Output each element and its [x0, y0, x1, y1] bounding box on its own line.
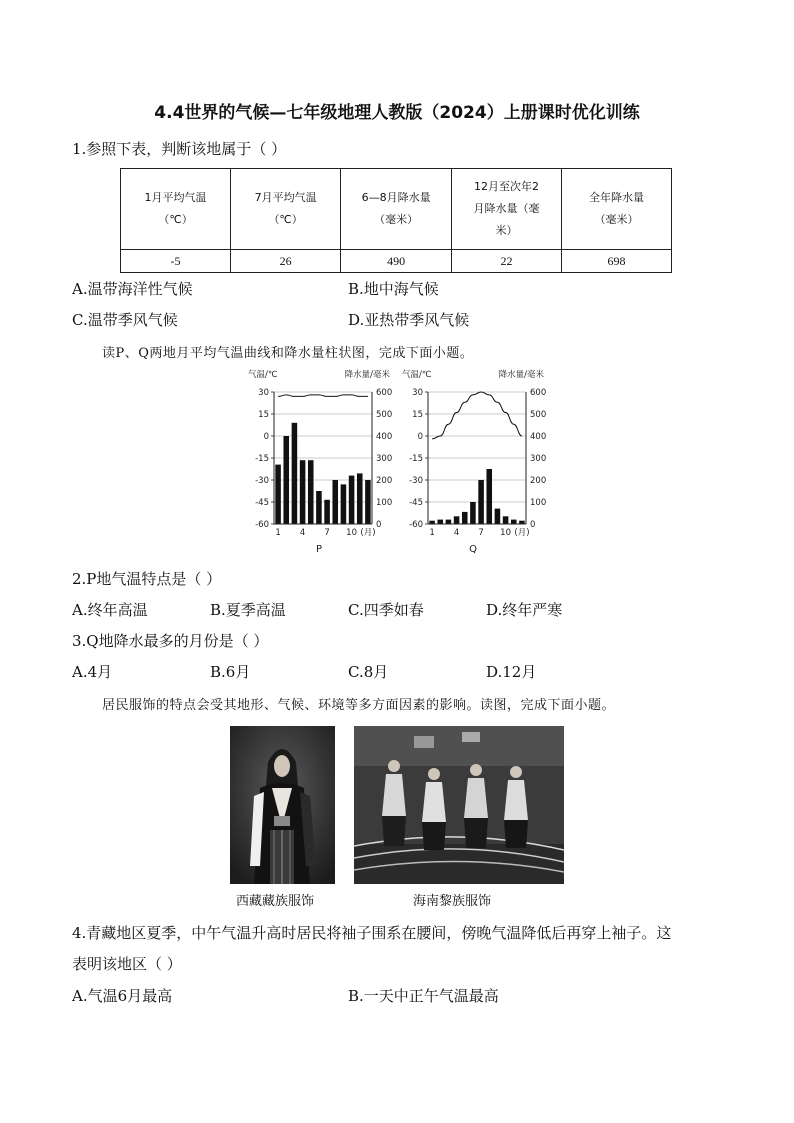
table-cell: -5 — [121, 250, 231, 273]
precip-bar — [316, 491, 322, 524]
precip-tick-label: 300 — [530, 454, 547, 464]
precip-bar — [300, 460, 306, 524]
precip-bar — [486, 469, 492, 524]
precip-tick-label: 500 — [376, 410, 393, 420]
question-1-stem: 1.参照下表，判断该地属于（ ） — [72, 140, 287, 158]
temperature-line — [432, 392, 522, 439]
precip-bar — [308, 460, 314, 524]
temp-tick-label: 30 — [412, 388, 423, 398]
precip-bar — [332, 480, 338, 524]
climate-chart-q — [398, 366, 548, 558]
temp-tick-label: 30 — [258, 388, 269, 398]
header-line: （毫米） — [594, 213, 639, 226]
x-tick-label: 4 — [299, 528, 306, 538]
precip-bar — [478, 480, 484, 524]
temp-tick-label: -60 — [409, 520, 423, 530]
tibetan-costume-caption: 西藏藏族服饰 — [236, 894, 315, 909]
q3-option-a[interactable]: A.4月 — [72, 663, 113, 681]
precip-bar — [341, 484, 347, 524]
chart-caption: Q — [469, 544, 477, 555]
table-cell: 490 — [341, 250, 452, 273]
precip-bar — [275, 465, 281, 524]
precip-bar — [357, 473, 363, 524]
precip-bar — [292, 423, 298, 524]
header-line: 7月平均气温 — [254, 191, 317, 204]
header-line: （℃） — [158, 213, 193, 226]
table-header-cell — [341, 169, 452, 250]
table-header-cell — [452, 169, 562, 250]
table-cell: 698 — [562, 250, 672, 273]
q1-option-b[interactable]: B.地中海气候 — [348, 280, 439, 298]
header-line: 全年降水量 — [589, 191, 644, 204]
precip-bar — [324, 500, 330, 524]
header-line: 1月平均气温 — [144, 191, 207, 204]
header-line: 12月至次年2 — [474, 180, 540, 193]
question-2-stem: 2.P地气温特点是（ ） — [72, 570, 222, 588]
q2-option-a[interactable]: A.终年高温 — [72, 601, 148, 619]
precip-bar — [365, 480, 371, 524]
q3-option-b[interactable]: B.6月 — [210, 663, 251, 681]
header-line: （℃） — [268, 213, 303, 226]
y-axis-label-temperature: 气温/℃ — [248, 370, 278, 380]
question-3-stem: 3.Q地降水最多的月份是（ ） — [72, 632, 269, 650]
q4-option-b[interactable]: B.一天中正午气温最高 — [348, 987, 499, 1005]
precip-tick-label: 500 — [530, 410, 547, 420]
x-tick-label: 7 — [478, 528, 484, 538]
x-axis-unit: (月) — [360, 528, 376, 538]
x-tick-label: 1 — [275, 528, 281, 538]
x-tick-label: 10 — [500, 528, 511, 538]
table-header-row — [121, 169, 672, 250]
q2-option-d[interactable]: D.终年严寒 — [486, 601, 563, 619]
precip-bar — [470, 502, 476, 524]
precip-tick-label: 400 — [530, 432, 547, 442]
precip-tick-label: 200 — [530, 476, 547, 486]
precip-tick-label: 400 — [376, 432, 393, 442]
header-line: 6—8月降水量 — [361, 191, 431, 204]
q3-option-d[interactable]: D.12月 — [486, 663, 537, 681]
temp-tick-label: -15 — [409, 454, 423, 464]
q2-option-b[interactable]: B.夏季高温 — [210, 601, 286, 619]
precip-bar — [349, 476, 355, 524]
temp-tick-label: -45 — [255, 498, 269, 508]
table-row — [121, 250, 672, 273]
table-header-cell — [231, 169, 341, 250]
temp-tick-label: 15 — [412, 410, 423, 420]
q2-option-c[interactable]: C.四季如春 — [348, 601, 424, 619]
table-header-cell — [562, 169, 672, 250]
climate-data-table — [120, 168, 672, 273]
question-4-stem-line2: 表明该地区（ ） — [72, 955, 182, 973]
precip-tick-label: 0 — [530, 520, 536, 530]
temperature-line — [278, 395, 368, 396]
temp-tick-label: -45 — [409, 498, 423, 508]
precip-tick-label: 100 — [530, 498, 547, 508]
precip-bar — [511, 520, 517, 524]
temp-tick-label: -30 — [255, 476, 269, 486]
header-line: 月降水量（毫 — [473, 202, 540, 215]
page-title: 4.4世界的气候—七年级地理人教版（2024）上册课时优化训练 — [154, 103, 640, 123]
header-line: （毫米） — [374, 213, 419, 226]
x-tick-label: 4 — [453, 528, 460, 538]
li-costume-caption: 海南黎族服饰 — [413, 894, 492, 909]
table-cell: 26 — [231, 250, 341, 273]
temp-tick-label: -15 — [255, 454, 269, 464]
q1-option-d[interactable]: D.亚热带季风气候 — [348, 311, 470, 329]
chart-caption: P — [315, 544, 323, 555]
q3-option-c[interactable]: C.8月 — [348, 663, 389, 681]
temp-tick-label: 0 — [417, 432, 423, 442]
y-axis-label-precipitation: 降水量/毫米 — [498, 370, 544, 380]
intro-climate-charts: 读P、Q两地月平均气温曲线和降水量柱状图，完成下面小题。 — [102, 346, 474, 361]
temp-tick-label: 0 — [263, 432, 269, 442]
question-4-stem-line1: 4.青藏地区夏季，中午气温升高时居民将袖子围系在腰间，傍晚气温降低后再穿上袖子。这 — [72, 924, 672, 942]
x-tick-label: 10 — [346, 528, 357, 538]
q4-option-a[interactable]: A.气温6月最高 — [72, 987, 173, 1005]
precip-tick-label: 0 — [376, 520, 382, 530]
precip-bar — [503, 516, 509, 524]
y-axis-label-precipitation: 降水量/毫米 — [344, 370, 390, 380]
q1-option-c[interactable]: C.温带季风气候 — [72, 311, 178, 329]
intro-costume-photos: 居民服饰的特点会受其地形、气候、环境等多方面因素的影响。读图，完成下面小题。 — [102, 698, 616, 713]
table-header-cell — [121, 169, 231, 250]
x-tick-label: 1 — [429, 528, 435, 538]
x-tick-label: 7 — [324, 528, 330, 538]
climate-chart-p — [244, 366, 394, 558]
precip-tick-label: 600 — [530, 388, 547, 398]
precip-tick-label: 200 — [376, 476, 393, 486]
precip-bar — [446, 520, 452, 524]
precip-bar — [437, 520, 443, 524]
temp-tick-label: -60 — [255, 520, 269, 530]
precip-bar — [454, 516, 460, 524]
precip-bar — [462, 512, 468, 524]
precip-tick-label: 300 — [376, 454, 393, 464]
header-line: 米） — [495, 224, 518, 237]
precip-tick-label: 600 — [376, 388, 393, 398]
q1-option-a[interactable]: A.温带海洋性气候 — [72, 280, 193, 298]
table-cell: 22 — [452, 250, 562, 273]
precip-bar — [283, 436, 289, 524]
tibetan-costume-photo — [230, 726, 335, 884]
temp-tick-label: -30 — [409, 476, 423, 486]
li-costume-photo — [354, 726, 564, 884]
temp-tick-label: 15 — [258, 410, 269, 420]
precip-tick-label: 100 — [376, 498, 393, 508]
x-axis-unit: (月) — [514, 528, 530, 538]
precip-bar — [495, 509, 501, 524]
y-axis-label-temperature: 气温/℃ — [402, 370, 432, 380]
